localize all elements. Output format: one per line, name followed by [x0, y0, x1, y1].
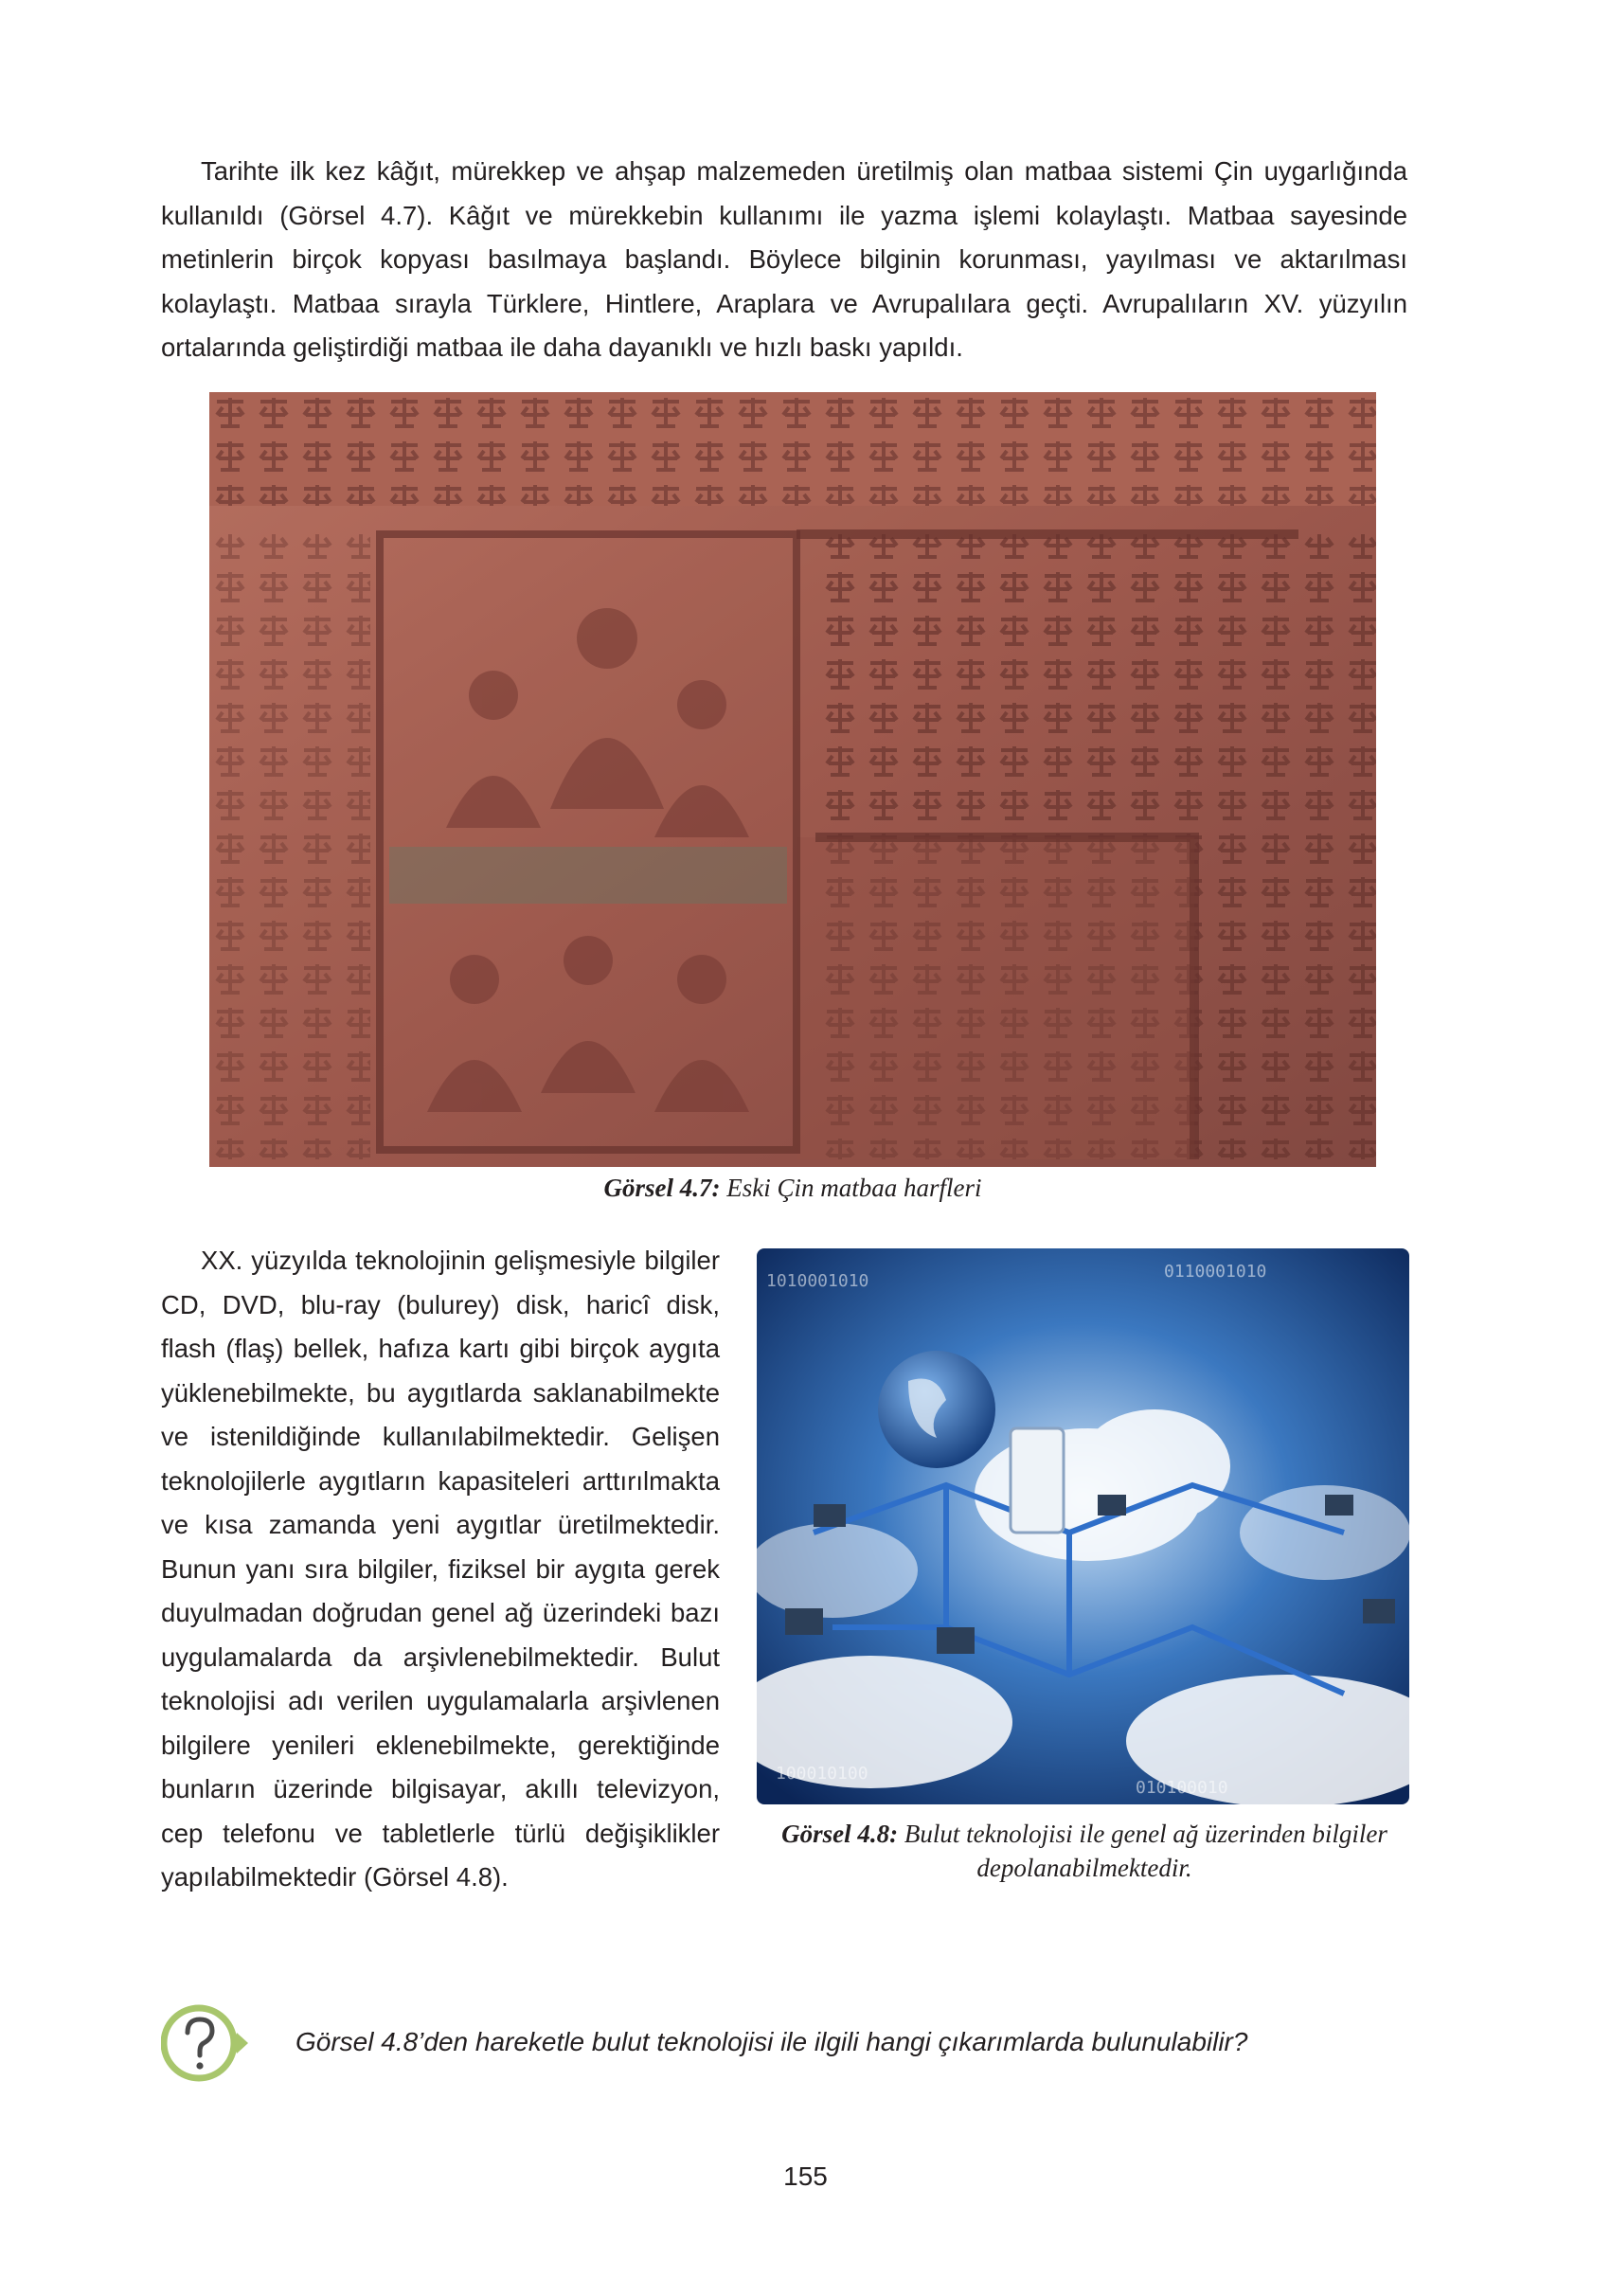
chinese-woodblock-photo	[209, 392, 1376, 1167]
figure-4-8-label: Görsel 4.8:	[781, 1820, 899, 1848]
question-text: Görsel 4.8’den hareketle bulut teknolojisi ile ilgili hangi çıkarımlarda bulunulabilir?	[295, 2027, 1248, 2056]
paragraph-intro-printing: Tarihte ilk kez kâğıt, mürekkep ve ahşap malzemeden üretilmiş olan matbaa sistemi Çin uygarlığında kullanıldı (Görsel 4.7). Kâğıt ve mürekkebin kullanımı ile yazma işlemi kolaylaştı. Matbaa sayesinde metinlerin birçok kopyası basılmaya başlandı. Böylece bilginin korunması, yayılması ve aktarılması kolaylaştı. Matbaa sırayla Türklere, Hintlere, Araplara ve Avrupalılara geçti. Avrupalıların XV. yüzyılın ortalarında geliştirdiği matbaa ile daha dayanıklı ve hızlı baskı yapıldı.	[161, 156, 1407, 362]
svg-text:010100010: 010100010	[1136, 1778, 1228, 1798]
svg-text:0110001010: 0110001010	[1164, 1262, 1267, 1282]
paragraph-cloud-technology: XX. yüzyılda teknolojinin gelişmesiyle bilgiler CD, DVD, blu-ray (bulurey) disk, haricî disk, flash (flaş) bellek, hafıza kartı gibi birçok aygıta yüklenebilmekte, bu aygıtlarda saklanabilmekte ve istenildiğinde kullanılabilmektedir. Gelişen teknolojilerle aygıtların kapasiteleri arttırılmakta ve kısa zamanda yeni aygıtlar üretilmektedir. Bunun yanı sıra bilgiler, fiziksel bir aygıta gerek duyulmadan doğrudan genel ağ üzerindeki bazı uygulamalarda da arşivlenebilmektedir. Bulut teknolojisi adı verilen uygulamalarla arşivlenen bilgilere yenileri eklenebilmekte, gerektiğinde bunların üzerinde bilgisayar, akıllı televizyon, cep telefonu ve tabletlerle türlü değişiklikler yapılabilmektedir (Görsel 4.8).	[161, 1246, 720, 1892]
question-box	[161, 2000, 1421, 2086]
figure-4-7-caption-text: Eski Çin matbaa harfleri	[726, 1174, 982, 1202]
figure-4-7-caption	[209, 1171, 1376, 1205]
page-number: 155	[783, 2161, 828, 2191]
question-mark-icon	[161, 2000, 256, 2086]
cloud-network-image-icon	[757, 1248, 1409, 1804]
cloud-technology-illustration	[757, 1248, 1409, 1804]
figure-4-8-caption	[748, 1817, 1421, 1885]
svg-text:100010100: 100010100	[776, 1764, 868, 1784]
figure-4-8-caption-text: Bulut teknolojisi ile genel ağ üzerinden bilgiler depolanabilmektedir.	[904, 1820, 1387, 1882]
svg-text:1010001010: 1010001010	[766, 1271, 869, 1291]
figure-4-7-label: Görsel 4.7:	[603, 1174, 721, 1202]
woodblock-image-icon	[209, 392, 1376, 1167]
